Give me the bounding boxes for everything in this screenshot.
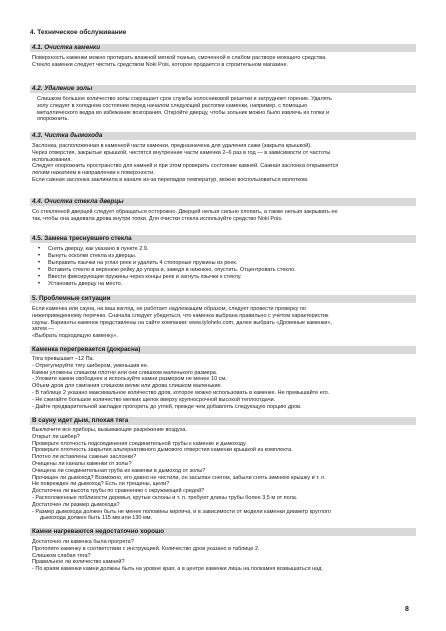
problem-body-stones <box>32 539 418 573</box>
text-line: золу следует в холодном состоянии перед началом следующей растопки каменки, например, с помощью <box>37 102 307 109</box>
text-line: Не поврежден ли дымоход? Есть ли трещины, щели? <box>32 481 170 488</box>
list-item: • Выправить язычки на углах реек и удалить 4 стопорные пружины из реек. <box>36 260 416 267</box>
text-line: Заслонка, расположенная в каменной части каменки, предназначена для удаления сажи (закрыта крышкой). <box>32 143 312 149</box>
text-line: Следует опорожнить пространство для камней и при этом проверить состояние камней. Сажная заслонка открывается <box>32 163 339 170</box>
text-line: затем — <box>32 326 54 333</box>
text-line: Объем дров для сжигания слишком велик или дрова слишком маленькие. <box>32 383 223 390</box>
section-title-chimney: 4.3. Чистка дымохода <box>30 132 416 140</box>
text-line: Очищены ли каналы каменки от золы? <box>32 460 132 467</box>
text-line: Достаточен ли размер дымохода? <box>32 501 120 508</box>
text-line: Прочищен ли дымоход? Возможно, его давно не чистили, он засыпан снегом, забыли снять зимнюю крышку и т. п. <box>32 474 326 481</box>
text-line: Слишком большое количество золы сокращает срок службы колосниковой решетки и затрудняет горение. Удалять <box>37 96 333 102</box>
text-line: металлического ведра во избежание возгорания. Откройте дверцу, чтобы зольник можно было извлечь из топки и <box>37 109 330 116</box>
list-item: • Вынуть осколки стекла из дверцы. <box>36 253 416 260</box>
text-line: Если каменка или сауна, на ваш взгляд, не работает надлежащим образом, следует провести проверку по <box>32 306 306 312</box>
text-line: Стекло каменки следует чистить средством Noki Pois, которое продается в строительном магазине. <box>32 61 289 68</box>
problem-body-overheat <box>32 356 418 410</box>
text-line: - По краям каменки камни должны быть на уровне края, а в центре каменки лишь на полкамня возвышаться над <box>32 566 322 573</box>
text-line: Достаточна ли высота трубы по сравнению с окружающей средой? <box>32 488 205 495</box>
text-line: - Размер дымохода должен быть не менее половины кирпича, и в зависимости от модели каменки диаметр круглого <box>32 508 331 515</box>
text-line: сауны. Варианты каменок представлены на сайте компании: www.tylohelo.com, далее выбрать «Дровяные каменки», <box>32 319 333 326</box>
section-title-cleaning: 4.1. Очистка каменки <box>30 44 416 52</box>
text-line: Очищена ли соединительная труба из каменки в дымоход от золы? <box>32 467 206 474</box>
text-line: Через отверстия, закрытые крышкой, чистятся внутренние части каменки 2–6 раз в год — в зависимости от частоты <box>32 149 331 156</box>
text-line: Проверьте плотность подсоединения соединительной трубы к каменке и дымоходу. <box>32 440 247 447</box>
problem-title-overheat: Каменка перегревается (докрасна) <box>30 346 416 354</box>
text-line: Тяга превышает –12 Па. <box>32 356 95 362</box>
text-line: использования. <box>32 156 72 163</box>
text-line: - Дайте предварительной закладке прогореть до углей, прежде чем добавлять следующую порцию дров. <box>32 403 302 410</box>
text-line: Выключите все приборы, вызывающие разрежение воздуха. <box>32 427 188 433</box>
text-line: легким нажатием в направлении к поверхности. <box>32 170 155 177</box>
page-number: 8 <box>405 606 409 613</box>
section-title-problems: 5. Проблемные ситуации <box>30 295 416 303</box>
text-line: Открыт ли шибер? <box>32 433 80 440</box>
text-line: - В таблице 2 указано максимальное количество дров, которое можно использовать в каменке. Не превышайте его. <box>32 389 330 396</box>
text-line: так, чтобы она задевала дрова внутри топки. Для очистки стекла используйте средство Noki Pois. <box>32 215 283 222</box>
text-line: - Отрегулируйте тягу шибером, уменьшив ее. <box>32 362 149 369</box>
section-body-chimney <box>32 143 418 184</box>
section-title-glass-cleaning: 4.4. Очистка стекла дверцы <box>30 198 416 206</box>
text-line: Камни уложены слишком плотно или они слишком маленького размера. <box>32 369 218 376</box>
text-line: опорожнить. <box>37 116 69 123</box>
text-line: «Выбрать подходящую каменку». <box>32 333 118 340</box>
text-line: - Не сжигайте большое количество мелких щепок вверху крупносрочной высокой теплоотдачи. <box>32 396 276 403</box>
list-item: • Установить дверцу на место. <box>36 281 416 288</box>
section-title-glass-replace: 4.5. Замена треснувшего стекла <box>30 235 416 243</box>
section-body-ash <box>37 96 423 123</box>
section-body-cleaning <box>32 55 418 69</box>
problem-title-smoke: В сауну идет дым, плохая тяга <box>30 417 416 425</box>
text-line: Поверхность каменки можно протирать влажной мягкой тканью, смоченной в слабом растворе моющего средства. <box>32 55 327 61</box>
text-line: Протопите каменку в соответствии с инструкцией. Количество дров указано в таблице 2. <box>32 545 260 552</box>
problem-title-stones: Камни нагреваются недостаточно хорошо <box>30 528 416 536</box>
page-heading: 4. Техническое обслуживание <box>30 29 127 36</box>
text-line: Слишком слабая тяга? <box>32 552 91 559</box>
list-item: • Снять дверцу, как указано в пункте 2.9. <box>36 246 416 253</box>
section-title-ash: 4.2. Удаление золы <box>30 85 416 93</box>
problem-body-smoke <box>32 427 418 522</box>
list-item: • Ввести фиксирующие пружины через концы реек и загнуть язычки к стеклу. <box>36 274 416 281</box>
text-line: дымохода должен быть 115 мм или 130 мм. <box>40 515 153 522</box>
text-line: Плотно ли вставлены сажные заслонки? <box>32 454 137 461</box>
section-body-problems <box>32 306 418 340</box>
text-line: Достаточно ли каменка была прогрета? <box>32 539 134 545</box>
text-line: Если сажная заслонка заклинила в канале из-за перепадов температур, можно воспользоваться молотком. <box>32 176 309 183</box>
text-line: - Расположенные поблизости деревья, крутые склоны и т. п. требуют длины трубы более 3,5 м от пола. <box>32 494 298 501</box>
text-line: Со стеклянной дверцей следует обращаться осторожно. Дверцей нельзя сильно хлопать, а также нельзя закрывать ее <box>32 209 338 215</box>
text-line: Правильное ли количество камней? <box>32 559 125 566</box>
glass-replace-list <box>36 246 416 288</box>
text-line: - Уложите камни свободнее и используйте камни размером не менее 10 см. <box>32 376 227 383</box>
text-line: нижеприведенному перечню. Сначала следует убедиться, что каменка выбрана правильно с учетом характеристик <box>32 312 329 319</box>
text-line: Проверьте плотность закрытия альтернативного дымового отверстия каменки крышкой из комплекта. <box>32 447 293 454</box>
section-body-glass-cleaning <box>32 209 418 223</box>
list-item: • Вставить стекло в верхнюю рейку до упора и, заведя в нижнюю, опустить. Отцентровать стекло. <box>36 267 416 274</box>
